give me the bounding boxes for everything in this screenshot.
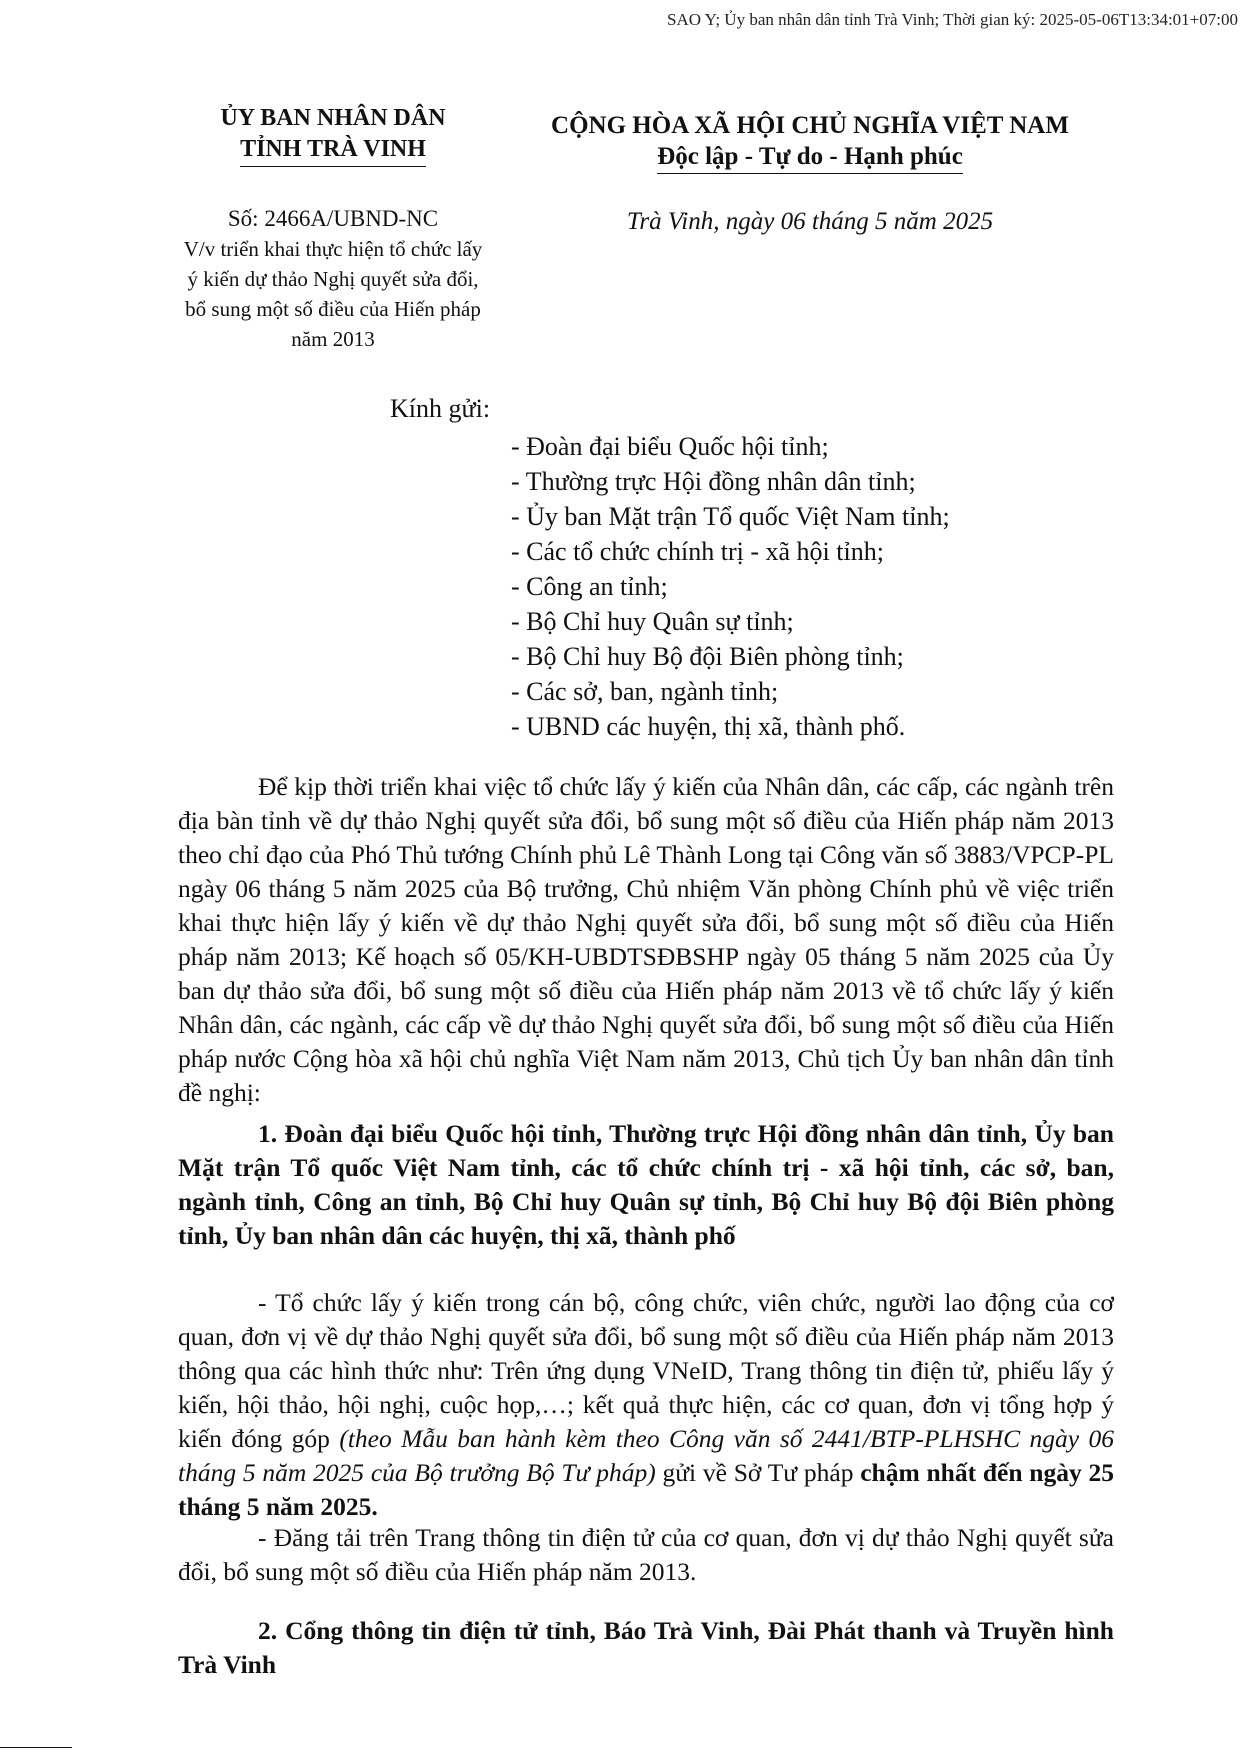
authority-line-2: TỈNH TRÀ VINH <box>240 134 426 167</box>
recipient-item: - Đoàn đại biểu Quốc hội tỉnh; <box>511 432 829 461</box>
national-motto <box>510 110 1110 174</box>
document-subject: V/v triển khai thực hiện tổ chức lấy ý kiến dự thảo Nghị quyết sửa đổi, bổ sung một số điều của Hiến pháp năm 2013 <box>183 237 483 351</box>
document-number: Số: 2466A/UBND-NC <box>227 206 439 231</box>
recipient-item: - Thường trực Hội đồng nhân dân tỉnh; <box>511 467 916 496</box>
recipient-item: - Các sở, ban, ngành tỉnh; <box>511 677 779 706</box>
recipient-list <box>511 429 950 744</box>
section-1-item-2: - Đăng tải trên Trang thông tin điện tử của cơ quan, đơn vị dự thảo Nghị quyết sửa đổi, bổ sung một số điều của Hiến pháp năm 2013. <box>178 1523 1114 1586</box>
recipient-item: - UBND các huyện, thị xã, thành phố. <box>511 712 906 741</box>
recipient-item: - Công an tỉnh; <box>511 572 668 601</box>
authority-line-1: ỦY BAN NHÂN DÂN <box>220 105 446 131</box>
digital-signature-stamp: SAO Y; Ủy ban nhân dân tỉnh Trà Vinh; Thời gian ký: 2025-05-06T13:34:01+07:00 <box>666 10 1238 29</box>
item-text: - Tổ chức lấy ý kiến trong cán bộ, công chức, viên chức, người lao động của cơ quan, đơn vị về dự thảo Nghị quyết sửa đổi, bổ sung một số điều của Hiến pháp năm 2013 thông qua các hình thức như: Trên ứng dụng VNeID, Trang thông tin điện tử, phiếu lấy ý kiến, hội thảo, hội nghị, cuộc họp,…; kết quả thực hiện, các cơ quan, đơn vị tổng hợp ý kiến đóng góp <box>178 1288 1114 1453</box>
motto: Độc lập - Tự do - Hạnh phúc <box>657 141 963 174</box>
item-citation: (theo Mẫu ban hành kèm theo Công văn số 2441/BTP-PLHSHC ngày 06 tháng 5 năm 2025 của Bộ trưởng Bộ Tư pháp) <box>178 1424 1115 1487</box>
intro-paragraph: Để kịp thời triển khai việc tổ chức lấy ý kiến của Nhân dân, các cấp, các ngành trên địa bàn tỉnh về dự thảo Nghị quyết sửa đổi, bổ sung một số điều của Hiến pháp năm 2013 theo chỉ đạo của Phó Thủ tướng Chính phủ Lê Thành Long tại Công văn số 3883/VPCP-PL ngày 06 tháng 5 năm 2025 của Bộ trưởng, Chủ nhiệm Văn phòng Chính phủ về việc triển khai thực hiện lấy ý kiến về dự thảo Nghị quyết sửa đổi, bổ sung một số điều của Hiến pháp năm 2013; Kế hoạch số 05/KH-UBDTSĐBSHP ngày 05 tháng 5 năm 2025 của Ủy ban dự thảo sửa đổi, bổ sung một số điều của Hiến pháp năm 2013 về tổ chức lấy ý kiến Nhân dân, các ngành, các cấp về dự thảo Nghị quyết sửa đổi, bổ sung một số điều của Hiến pháp nước Cộng hòa xã hội chủ nghĩa Việt Nam năm 2013, Chủ tịch Ủy ban nhân dân tỉnh đề nghị: <box>178 772 1114 1107</box>
recipient-item: - Bộ Chỉ huy Quân sự tỉnh; <box>511 607 794 636</box>
section-1-heading: 1. Đoàn đại biểu Quốc hội tỉnh, Thường trực Hội đồng nhân dân tỉnh, Ủy ban Mặt trận Tổ quốc Việt Nam tỉnh, các tổ chức chính trị - xã hội tỉnh, các sở, ban, ngành tỉnh, Công an tỉnh, Bộ Chỉ huy Quân sự tỉnh, Bộ Chỉ huy Bộ đội Biên phòng tỉnh, Ủy ban nhân dân các huyện, thị xã, thành phố <box>178 1119 1114 1250</box>
recipient-item: - Ủy ban Mặt trận Tổ quốc Việt Nam tỉnh; <box>511 502 950 531</box>
section-1-item-1 <box>178 1286 1114 1524</box>
item-text: gửi về Sở Tư pháp <box>655 1458 861 1487</box>
issue-date: Trà Vinh, ngày 06 tháng 5 năm 2025 <box>626 208 994 235</box>
recipient-item: - Bộ Chỉ huy Bộ đội Biên phòng tỉnh; <box>511 642 904 671</box>
footnote-divider <box>0 1747 72 1748</box>
country-name: CỘNG HÒA XÃ HỘI CHỦ NGHĨA VIỆT NAM <box>551 112 1069 139</box>
issuing-authority <box>178 103 488 167</box>
salutation: Kính gửi: <box>390 394 491 423</box>
item-deadline: chậm nhất đến ngày 25 tháng 5 năm 2025. <box>178 1458 1114 1521</box>
section-2-heading: 2. Cổng thông tin điện tử tỉnh, Báo Trà Vinh, Đài Phát thanh và Truyền hình Trà Vinh <box>178 1616 1114 1679</box>
recipient-item: - Các tổ chức chính trị - xã hội tỉnh; <box>511 537 884 566</box>
